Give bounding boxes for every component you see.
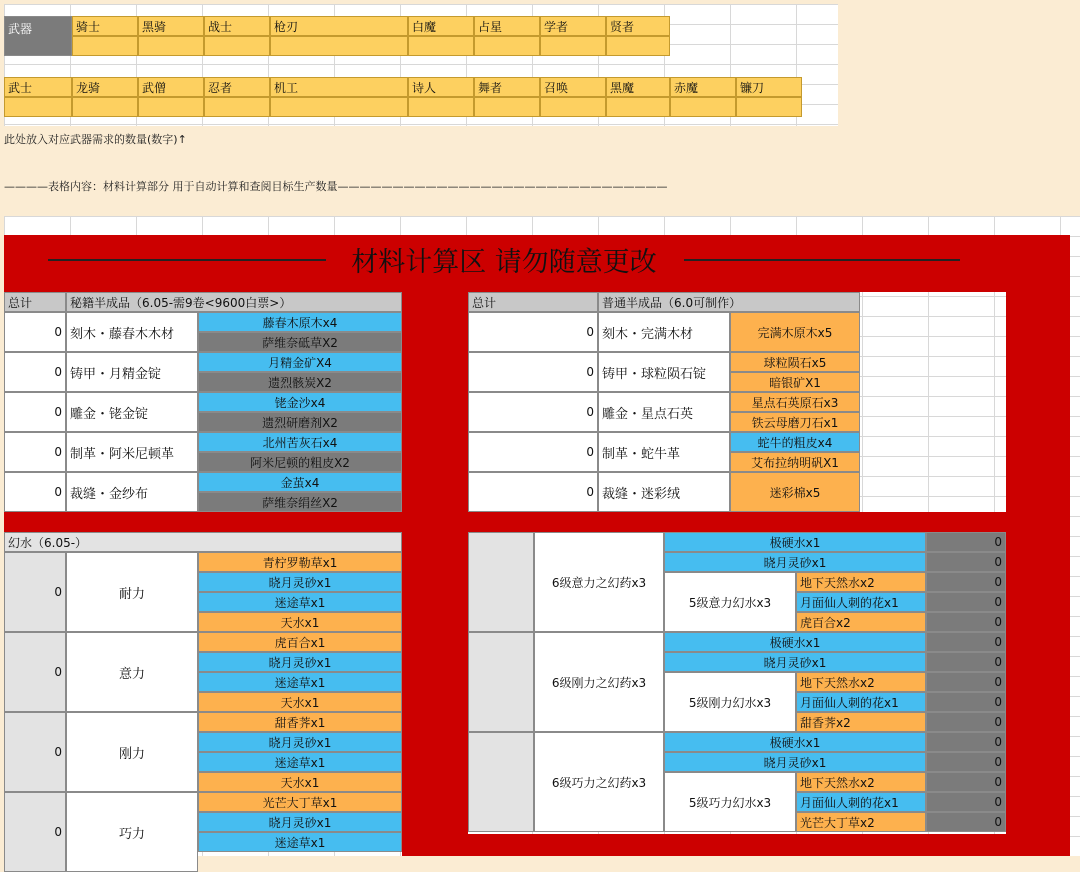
weapon-name-cell: 黑骑 (138, 16, 204, 36)
potion-material: 极硬水x1 (664, 732, 926, 752)
weapon-name-cell: 黑魔 (606, 77, 670, 97)
potion-name: 6级意力之幻药x3 (534, 532, 664, 632)
weapon-name-cell: 舞者 (474, 77, 540, 97)
left-row-item-name: 铸甲・月精金锭 (66, 352, 198, 392)
potion-total-cell (468, 732, 534, 832)
potion-name: 6级刚力之幻药x3 (534, 632, 664, 732)
elixir-total: 0 (4, 792, 66, 872)
elixir-header: 幻水（6.05-） (4, 532, 402, 552)
elixir-material: 青柠罗勒草x1 (198, 552, 402, 572)
right-row-material: 完满木原木x5 (730, 312, 860, 352)
potion-quantity-value: 0 (926, 612, 1006, 632)
elixir-total: 0 (4, 712, 66, 792)
right-row-material: 迷彩棉x5 (730, 472, 860, 512)
right-row-material: 星点石英原石x3 (730, 392, 860, 412)
potion-total-cell (468, 532, 534, 632)
weapon-name-cell: 镰刀 (736, 77, 802, 97)
weapon-name-cell: 诗人 (408, 77, 474, 97)
weapon-quantity-input[interactable] (736, 97, 802, 117)
elixir-type-name: 意力 (66, 632, 198, 712)
left-row-material: 遗烈研磨剂X2 (198, 412, 402, 432)
potion-sub-material: 地下天然水x2 (796, 572, 926, 592)
right-row-total: 0 (468, 472, 598, 512)
left-row-item-name: 雕金・铑金锭 (66, 392, 198, 432)
left-row-total: 0 (4, 312, 66, 352)
right-row-material: 球粒陨石x5 (730, 352, 860, 372)
right-panel-header: 普通半成品（6.0可制作） (598, 292, 860, 312)
elixir-material: 晓月灵砂x1 (198, 652, 402, 672)
right-row-item-name: 刻木・完满木材 (598, 312, 730, 352)
left-row-material: 北州苦灰石x4 (198, 432, 402, 452)
weapon-quantity-input[interactable] (540, 97, 606, 117)
potion-quantity-value: 0 (926, 712, 1006, 732)
elixir-material: 天水x1 (198, 772, 402, 792)
weapon-quantity-input[interactable] (606, 36, 670, 56)
potion-material: 晓月灵砂x1 (664, 752, 926, 772)
right-row-material: 铁云母磨刀石x1 (730, 412, 860, 432)
potion-sub-elixir: 5级意力幻水x3 (664, 572, 796, 632)
weapon-name-cell: 战士 (204, 16, 270, 36)
weapon-quantity-input[interactable] (72, 36, 138, 56)
weapon-name-cell: 机工 (270, 77, 408, 97)
weapon-quantity-input[interactable] (204, 36, 270, 56)
potion-sub-material: 虎百合x2 (796, 612, 926, 632)
potion-quantity-value: 0 (926, 772, 1006, 792)
elixir-material: 迷途草x1 (198, 832, 402, 852)
elixir-material: 晓月灵砂x1 (198, 812, 402, 832)
weapon-quantity-input[interactable] (540, 36, 606, 56)
right-row-material: 蛇牛的粗皮x4 (730, 432, 860, 452)
potion-quantity-value: 0 (926, 572, 1006, 592)
potion-quantity-value: 0 (926, 552, 1006, 572)
right-row-item-name: 雕金・星点石英 (598, 392, 730, 432)
elixir-total: 0 (4, 632, 66, 712)
right-row-item-name: 裁缝・迷彩绒 (598, 472, 730, 512)
elixir-type-name: 耐力 (66, 552, 198, 632)
potion-quantity-value: 0 (926, 792, 1006, 812)
potion-sub-material: 地下天然水x2 (796, 672, 926, 692)
left-row-material: 萨维奈砥草X2 (198, 332, 402, 352)
weapon-name-cell: 白魔 (408, 16, 474, 36)
potion-name: 6级巧力之幻药x3 (534, 732, 664, 832)
potion-material: 晓月灵砂x1 (664, 652, 926, 672)
calc-frame-divider (4, 512, 1070, 532)
right-row-material: 艾布拉纳明矾X1 (730, 452, 860, 472)
potion-sub-material: 月面仙人刺的花x1 (796, 792, 926, 812)
potion-quantity-value: 0 (926, 632, 1006, 652)
potion-quantity-value: 0 (926, 592, 1006, 612)
left-row-material: 萨维奈绢丝X2 (198, 492, 402, 512)
potion-total-cell (468, 632, 534, 732)
potion-quantity-value: 0 (926, 812, 1006, 832)
weapon-quantity-input[interactable] (138, 36, 204, 56)
left-row-material: 铑金沙x4 (198, 392, 402, 412)
potion-sub-material: 月面仙人刺的花x1 (796, 692, 926, 712)
left-panel-header: 秘籍半成品（6.05-需9卷<9600白票>） (66, 292, 402, 312)
left-row-item-name: 裁缝・金纱布 (66, 472, 198, 512)
elixir-material: 迷途草x1 (198, 752, 402, 772)
weapon-quantity-input[interactable] (606, 97, 670, 117)
weapon-quantity-input[interactable] (474, 97, 540, 117)
right-row-total: 0 (468, 352, 598, 392)
weapon-name-cell: 召唤 (540, 77, 606, 97)
elixir-material: 迷途草x1 (198, 592, 402, 612)
weapon-name-cell: 学者 (540, 16, 606, 36)
left-row-total: 0 (4, 472, 66, 512)
right-total-header: 总计 (468, 292, 598, 312)
weapon-hint-note: 此处放入对应武器需求的数量(数字)↑ (4, 133, 187, 146)
left-row-item-name: 刻木・藤春木木材 (66, 312, 198, 352)
elixir-total: 0 (4, 552, 66, 632)
left-row-total: 0 (4, 352, 66, 392)
right-row-total: 0 (468, 312, 598, 352)
calc-frame-bottom (468, 834, 1070, 856)
potion-material: 极硬水x1 (664, 532, 926, 552)
weapon-quantity-input[interactable] (4, 97, 72, 117)
weapon-quantity-input[interactable] (72, 97, 138, 117)
right-row-total: 0 (468, 392, 598, 432)
weapon-corner-cell: 武器 (4, 16, 72, 56)
potion-material: 极硬水x1 (664, 632, 926, 652)
potion-quantity-value: 0 (926, 752, 1006, 772)
potion-sub-elixir: 5级巧力幻水x3 (664, 772, 796, 832)
elixir-type-name: 巧力 (66, 792, 198, 872)
left-row-material: 遗烈骸炭X2 (198, 372, 402, 392)
elixir-material: 光芒大丁草x1 (198, 792, 402, 812)
left-row-material: 月精金矿X4 (198, 352, 402, 372)
potion-sub-material: 甜香荠x2 (796, 712, 926, 732)
weapon-quantity-input[interactable] (270, 97, 408, 117)
weapon-name-cell: 武士 (4, 77, 72, 97)
right-row-item-name: 铸甲・球粒陨石锭 (598, 352, 730, 392)
calc-area-title: 材料计算区 请勿随意更改 (351, 246, 657, 278)
weapon-name-cell: 武僧 (138, 77, 204, 97)
elixir-material: 虎百合x1 (198, 632, 402, 652)
right-row-material: 暗银矿X1 (730, 372, 860, 392)
potion-sub-material: 地下天然水x2 (796, 772, 926, 792)
weapon-name-cell: 枪刃 (270, 16, 408, 36)
right-row-item-name: 制革・蛇牛革 (598, 432, 730, 472)
potion-material: 晓月灵砂x1 (664, 552, 926, 572)
weapon-quantity-input[interactable] (138, 97, 204, 117)
right-row-total: 0 (468, 432, 598, 472)
potion-quantity-value: 0 (926, 532, 1006, 552)
calc-frame-middle-column (402, 275, 468, 856)
weapon-quantity-input[interactable] (670, 97, 736, 117)
calc-frame-right-column (1006, 235, 1070, 856)
weapon-quantity-input[interactable] (204, 97, 270, 117)
weapon-name-cell: 贤者 (606, 16, 670, 36)
left-row-total: 0 (4, 432, 66, 472)
weapon-name-cell: 忍者 (204, 77, 270, 97)
potion-sub-material: 月面仙人刺的花x1 (796, 592, 926, 612)
section-description: ————表格内容：材料计算部分 用于自动计算和查阅目标生产数量—————————————————————————————— (4, 180, 668, 193)
elixir-material: 晓月灵砂x1 (198, 572, 402, 592)
potion-quantity-value: 0 (926, 732, 1006, 752)
potion-quantity-value: 0 (926, 652, 1006, 672)
elixir-material: 天水x1 (198, 692, 402, 712)
potion-quantity-value: 0 (926, 692, 1006, 712)
left-row-item-name: 制革・阿米尼顿革 (66, 432, 198, 472)
weapon-quantity-input[interactable] (408, 97, 474, 117)
elixir-type-name: 刚力 (66, 712, 198, 792)
potion-quantity-value: 0 (926, 672, 1006, 692)
weapon-name-cell: 占星 (474, 16, 540, 36)
weapon-quantity-input[interactable] (474, 36, 540, 56)
weapon-quantity-input[interactable] (270, 36, 408, 56)
weapon-name-cell: 赤魔 (670, 77, 736, 97)
left-row-material: 金茧x4 (198, 472, 402, 492)
weapon-name-cell: 骑士 (72, 16, 138, 36)
potion-sub-material: 光芒大丁草x2 (796, 812, 926, 832)
elixir-material: 晓月灵砂x1 (198, 732, 402, 752)
potion-sub-elixir: 5级刚力幻水x3 (664, 672, 796, 732)
weapon-quantity-input[interactable] (408, 36, 474, 56)
left-row-material: 藤春木原木x4 (198, 312, 402, 332)
left-row-material: 阿米尼顿的粗皮X2 (198, 452, 402, 472)
left-total-header: 总计 (4, 292, 66, 312)
elixir-material: 天水x1 (198, 612, 402, 632)
weapon-name-cell: 龙骑 (72, 77, 138, 97)
left-row-total: 0 (4, 392, 66, 432)
elixir-material: 甜香荠x1 (198, 712, 402, 732)
elixir-material: 迷途草x1 (198, 672, 402, 692)
